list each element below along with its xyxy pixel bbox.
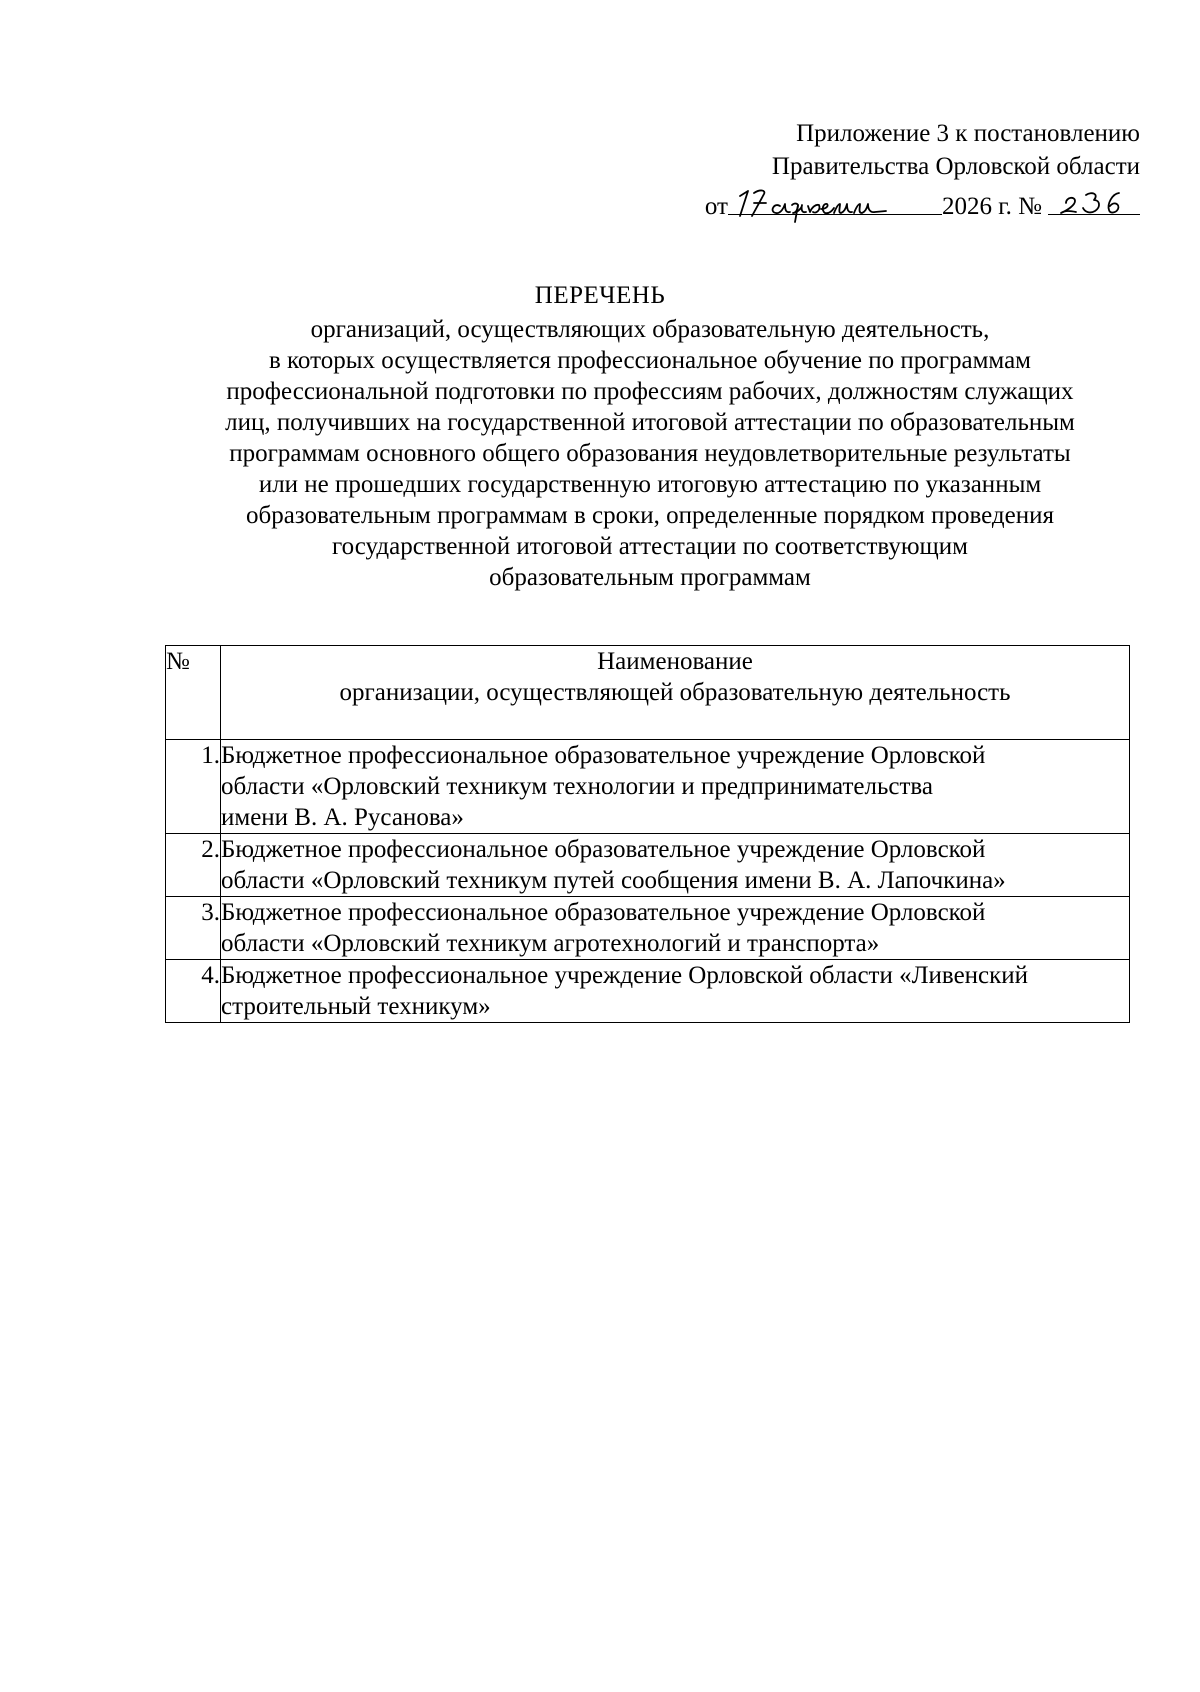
organization-name-line: строительный техникум» [221, 993, 491, 1020]
handwritten-date [728, 186, 942, 222]
column-header-name-line-1: Наименование [597, 648, 753, 675]
row-number: 1. [166, 740, 221, 834]
table-row [166, 834, 1130, 897]
annex-line-2: Правительства Орловской области [771, 153, 1140, 180]
organization-name-line: имени В. А. Русанова» [221, 804, 464, 831]
organizations-table [165, 645, 1130, 1023]
row-number: 3. [166, 897, 221, 960]
organization-name-line: Бюджетное профессиональное образовательное учреждение Орловской [221, 742, 986, 769]
subtitle-line: лиц, получивших на государственной итоговой аттестации по образовательным [225, 409, 1075, 436]
handwritten-date-signature [728, 180, 942, 220]
organization-name-line: области «Орловский техникум агротехнологий и транспорта» [221, 930, 880, 957]
annex-line-1: Приложение 3 к постановлению [796, 120, 1140, 147]
subtitle-line: программам основного общего образования неудовлетворительные результаты [229, 440, 1071, 467]
table-row [166, 740, 1130, 834]
subtitle-line: или не прошедших государственную итоговую аттестацию по указанным [258, 471, 1042, 498]
table-row [166, 960, 1130, 1023]
subtitle-line: организаций, осуществляющих образовательную деятельность, [310, 316, 990, 343]
column-header-name [221, 646, 1130, 740]
subtitle-line: профессиональной подготовки по профессиям рабочих, должностям служащих [226, 378, 1074, 405]
table-row [166, 897, 1130, 960]
handwritten-number-signature [1048, 180, 1140, 220]
subtitle-line: в которых осуществляется профессиональное обучение по программам [269, 347, 1031, 374]
subtitle-line: образовательным программам [489, 564, 811, 591]
organization-name-line: области «Орловский техникум путей сообщения имени В. А. Лапочкина» [221, 867, 1006, 894]
row-number: 2. [166, 834, 221, 897]
organization-name-line: Бюджетное профессиональное образовательное учреждение Орловской [221, 899, 986, 926]
year-number-label: 2026 г. № [941, 193, 1042, 220]
annex-header [690, 118, 1140, 219]
organization-name [221, 897, 1130, 960]
subtitle-line: государственной итоговой аттестации по соответствующим [331, 533, 969, 560]
subtitle-line: образовательным программам в сроки, определенные порядком проведения [245, 502, 1055, 529]
date-prefix: от [704, 193, 728, 220]
handwritten-number [1048, 186, 1140, 222]
organization-name-line: Бюджетное профессиональное учреждение Орловской области «Ливенский [221, 962, 1029, 989]
organization-name-line: Бюджетное профессиональное образовательное учреждение Орловской [221, 836, 986, 863]
organization-name-line: области «Орловский техникум технологии и предпринимательства [221, 773, 933, 800]
organization-name [221, 834, 1130, 897]
table-header-row [166, 646, 1130, 740]
document-subtitle [150, 314, 1150, 593]
row-number: 4. [166, 960, 221, 1023]
annex-date-line [690, 186, 1140, 219]
document-title: ПЕРЕЧЕНЬ [534, 282, 666, 309]
organization-name [221, 740, 1130, 834]
organization-name [221, 960, 1130, 1023]
column-header-number: № [166, 646, 221, 740]
column-header-name-line-2: организации, осуществляющей образовательную деятельность [339, 679, 1011, 706]
